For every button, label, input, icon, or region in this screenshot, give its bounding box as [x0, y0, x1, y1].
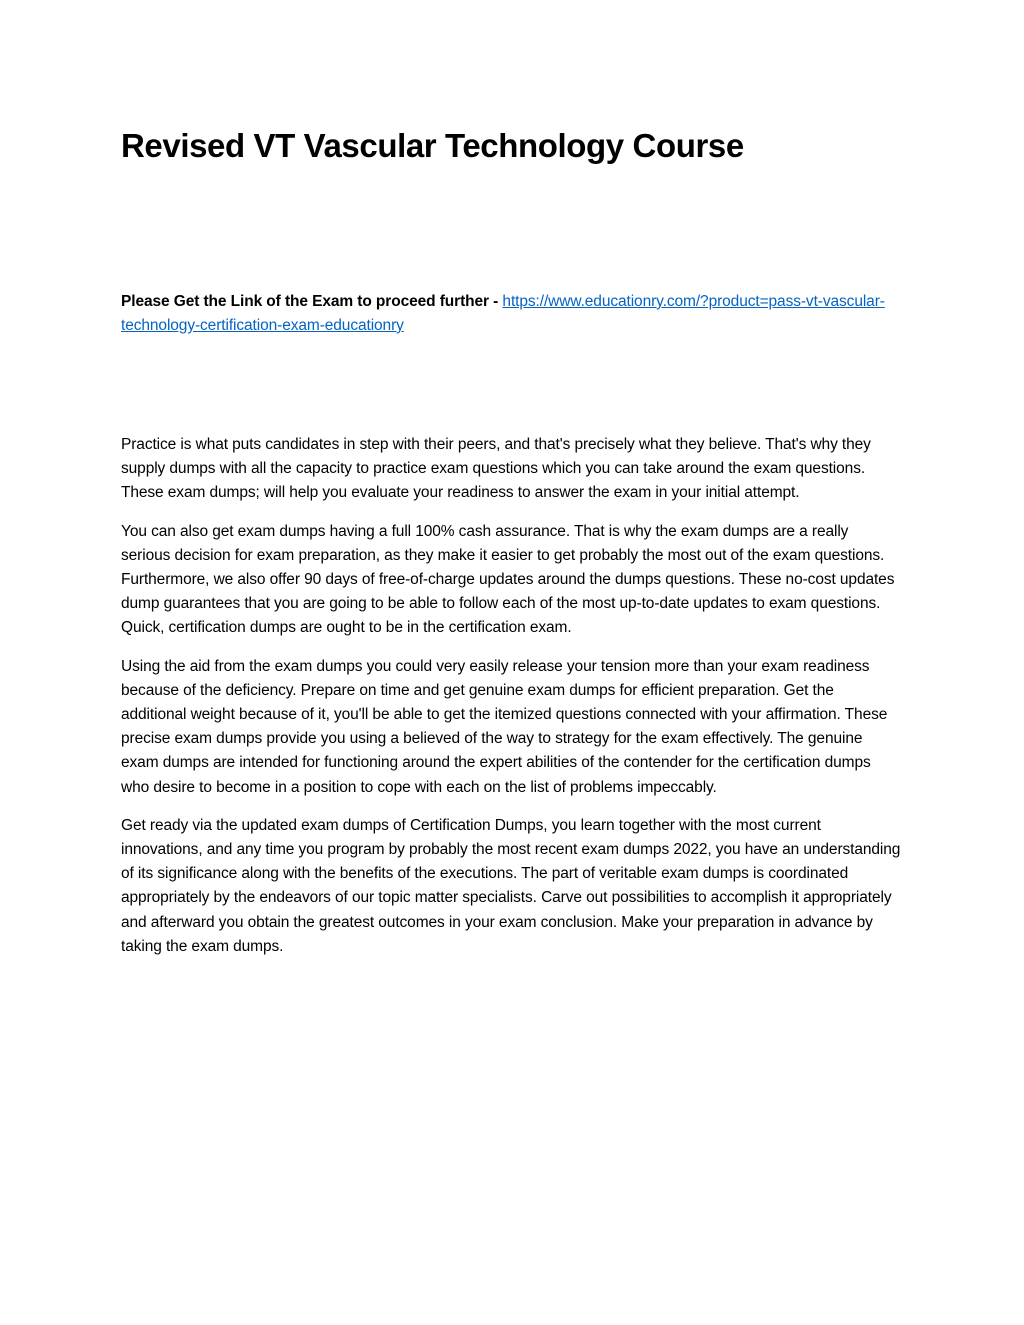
- body-paragraph-3: Using the aid from the exam dumps you could very easily release your tension more than your exam readiness because of the deficiency. Prepare on time and get genuine exam dumps for efficient preparation. Get the additional weight because of it, you'll be able to get the itemized questions connected with your affirmation. These precise exam dumps provide you using a believed of the way to strategy for the exam effectively. The genuine exam dumps are intended for functioning around the expert abilities of the contender for the certification dumps who desire to become in a position to cope with each on the list of problems impeccably.: [121, 657, 888, 796]
- body-paragraph-4: Get ready via the updated exam dumps of Certification Dumps, you learn together with the most current innovations, and any time you program by probably the most recent exam dumps 2022, you have an understanding of its significance along with the benefits of the executions. The part of veritable exam dumps is coordinated appropriately by the endeavors of our topic matter specialists. Carve out possibilities to accomplish it appropriately and afterward you obtain the greatest outcomes in your exam conclusion. Make your preparation in advance by taking the exam dumps.: [121, 816, 901, 955]
- exam-link-paragraph: [121, 290, 901, 338]
- document-title: Revised VT Vascular Technology Course: [121, 127, 744, 164]
- body-paragraph-1: Practice is what puts candidates in step with their peers, and that's precisely what they believe. That's why they supply dumps with all the capacity to practice exam questions which you can take around the exam questions. These exam dumps; will help you evaluate your readiness to answer the exam in your initial attempt.: [121, 436, 871, 502]
- body-paragraph-2: You can also get exam dumps having a full 100% cash assurance. That is why the exam dumps are a really serious decision for exam preparation, as they make it easier to get probably the most out of the exam questions. Furthermore, we also offer 90 days of free-of-charge updates around the dumps questions. These no-cost updates dump guarantees that you are going to be able to follow each of the most up-to-date updates to exam questions. Quick, certification dumps are ought to be in the certification exam.: [121, 522, 895, 637]
- exam-link-lead-text: Please Get the Link of the Exam to proceed further -: [121, 293, 503, 310]
- exam-link[interactable]: https://www.educationry.com/?product=pass-vt-vascular-technology-certification-exam-educationry: [121, 293, 885, 334]
- document-content: [121, 118, 901, 955]
- body-text: [121, 433, 901, 973]
